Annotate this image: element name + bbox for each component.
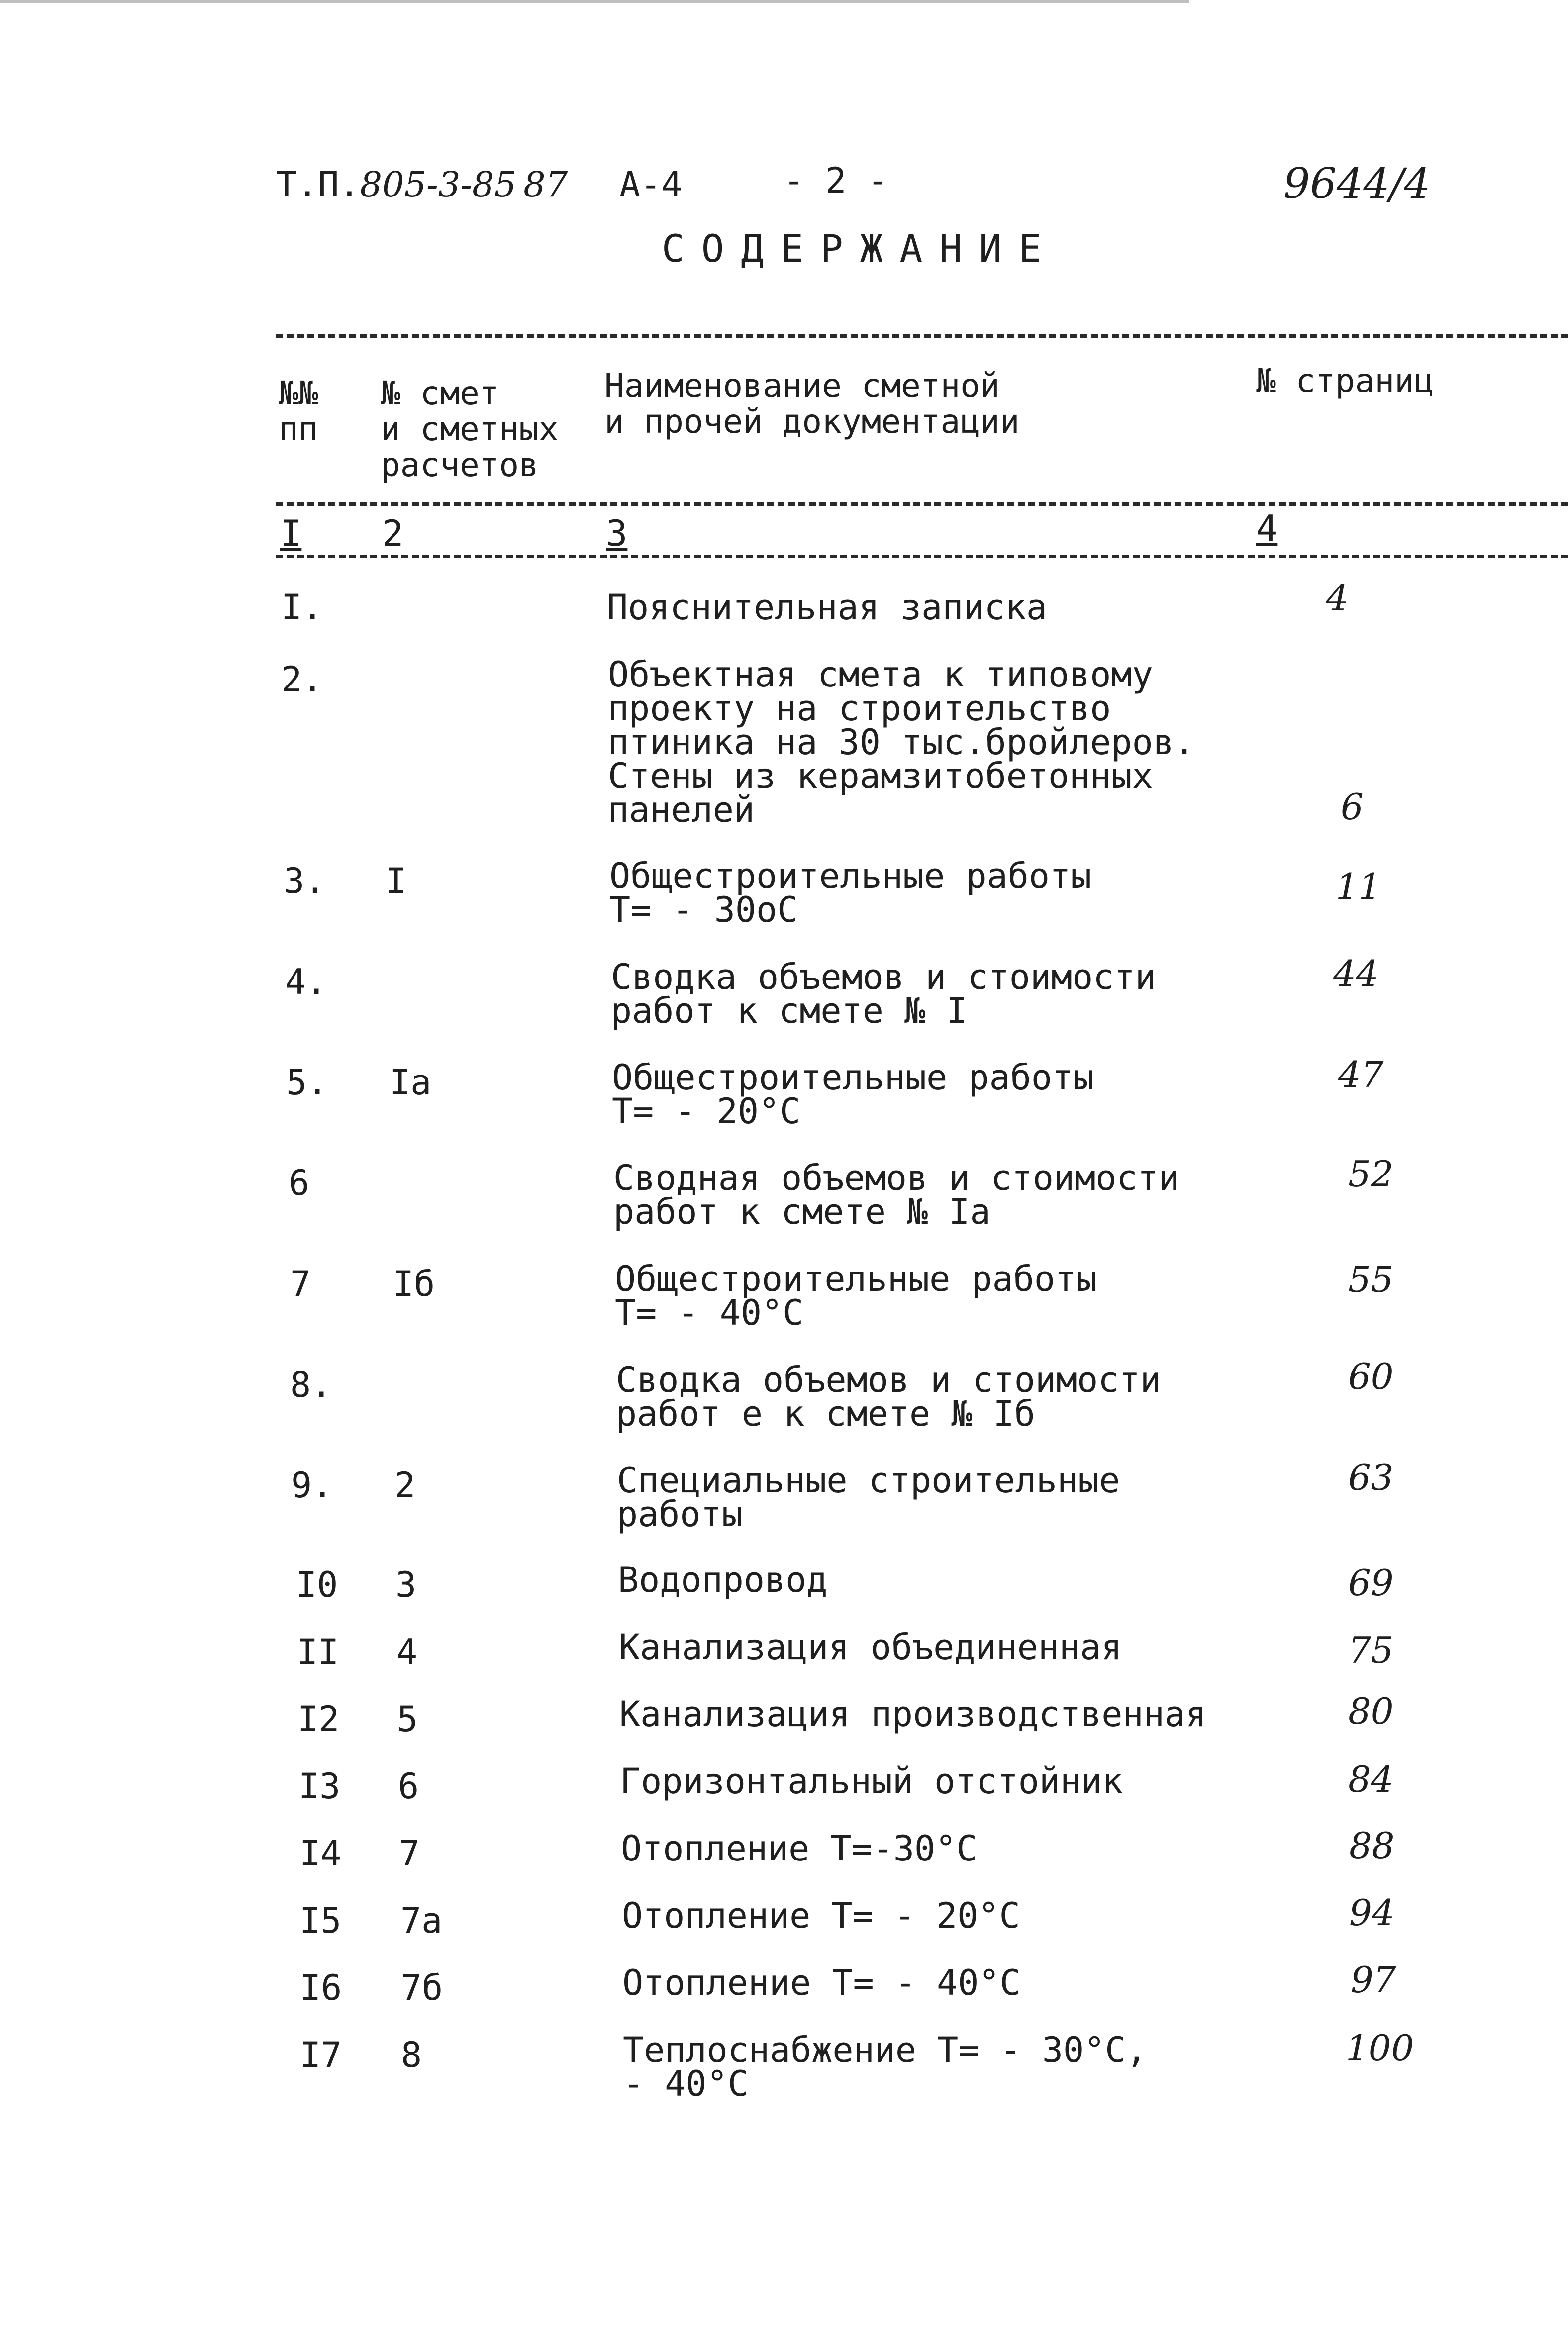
- row-title-line: Общестроительные работы: [615, 1259, 1097, 1299]
- row-number: I7: [300, 2035, 342, 2075]
- row-title: Канализация производственная: [619, 1694, 1207, 1735]
- row-page: 69: [1348, 1562, 1394, 1604]
- doc-code-prefix: Т.П.: [276, 164, 360, 205]
- row-estimate: I: [386, 861, 407, 901]
- row-page: 4: [1326, 577, 1349, 619]
- row-number: 3.: [284, 861, 326, 901]
- col-number-2: 2: [382, 512, 404, 554]
- row-estimate: 6: [398, 1766, 419, 1807]
- row-estimate: 3: [395, 1565, 417, 1605]
- row-estimate: 4: [396, 1632, 418, 1672]
- row-number: I2: [297, 1699, 340, 1740]
- row-number: 2.: [281, 659, 323, 700]
- row-page: 80: [1348, 1690, 1394, 1732]
- row-estimate: 7: [399, 1833, 420, 1874]
- page-number: - 2 -: [784, 160, 888, 201]
- row-title-line: Общестроительные работы: [612, 1057, 1094, 1098]
- archive-stamp: 9644/4: [1283, 159, 1431, 208]
- col-number-1: I: [280, 512, 302, 554]
- row-estimate: 2: [394, 1465, 416, 1506]
- col-number-4: 4: [1256, 507, 1278, 549]
- col-header-name: Наименование сметной и прочей документации: [604, 367, 1020, 441]
- row-number: I4: [299, 1833, 342, 1874]
- header-bottom-rule: [276, 502, 1568, 506]
- col-header-number: №№ пп: [279, 374, 318, 448]
- row-page: 60: [1348, 1356, 1394, 1397]
- row-page: 94: [1349, 1892, 1395, 1934]
- col-header-page: № страниц: [1256, 362, 1434, 400]
- row-number: I0: [296, 1565, 338, 1605]
- row-title-line: панелей: [608, 789, 755, 830]
- row-estimate: 7а: [400, 1900, 443, 1941]
- row-title-line: работ е к смете № Iб: [616, 1393, 1035, 1434]
- row-title-line: Специальные строительные: [617, 1460, 1120, 1501]
- row-title-line: проекту на строительство: [608, 688, 1111, 729]
- row-page: 100: [1346, 2027, 1414, 2069]
- row-title-line: Сводка объемов и стоимости: [616, 1360, 1161, 1400]
- row-title-line: - 40°С: [623, 2063, 749, 2104]
- row-number: 7: [290, 1264, 311, 1304]
- row-estimate: 7б: [401, 1967, 443, 2008]
- row-page: 6: [1341, 786, 1364, 828]
- column-number-rule: [276, 555, 1568, 558]
- row-number: 5.: [286, 1062, 328, 1103]
- row-page: 63: [1348, 1457, 1394, 1498]
- row-title-line: работы: [617, 1494, 743, 1535]
- table-top-rule: [276, 334, 1568, 338]
- row-title-line: Объектная смета к типовому: [608, 654, 1153, 695]
- row-title-line: Стены из керамзитобетонных: [608, 756, 1153, 796]
- row-number: 6: [289, 1163, 310, 1203]
- row-title-line: Сводная объемов и стоимости: [613, 1158, 1179, 1198]
- row-title-line: Т= - 30оС: [609, 889, 798, 930]
- col-number-3: 3: [606, 512, 628, 554]
- doc-code-number: 805-3-85: [360, 164, 517, 205]
- row-page: 44: [1333, 953, 1379, 994]
- row-title: Отопление Т= - 20°С: [622, 1895, 1020, 1936]
- row-title-line: Т= - 40°С: [615, 1292, 804, 1333]
- row-number: I3: [298, 1766, 341, 1807]
- row-title-line: Сводка объемов и стоимости: [611, 957, 1156, 997]
- scan-edge-line: [0, 0, 1189, 3]
- row-number: 9.: [291, 1465, 333, 1506]
- row-title: Водопровод: [618, 1560, 828, 1600]
- row-estimate: 5: [397, 1699, 418, 1740]
- row-page: 97: [1351, 1959, 1396, 2001]
- row-title: Пояснительная записка: [607, 587, 1048, 628]
- row-page: 11: [1336, 866, 1381, 907]
- row-title: Отопление Т= - 40°С: [622, 1962, 1021, 2003]
- row-title-line: птиника на 30 тыс.бройлеров.: [608, 722, 1195, 763]
- row-page: 88: [1349, 1825, 1395, 1866]
- col-header-estimate: № смет и сметных расчетов: [381, 374, 559, 484]
- row-page: 55: [1348, 1259, 1394, 1300]
- row-page: 75: [1348, 1629, 1394, 1671]
- row-title-line: работ к смете № Iа: [613, 1191, 991, 1232]
- row-number: I.: [281, 587, 323, 628]
- row-title-line: Т= - 20°С: [612, 1091, 801, 1132]
- row-number: II: [297, 1632, 339, 1672]
- row-estimate: Iб: [393, 1264, 435, 1304]
- row-title-line: Общестроительные работы: [609, 856, 1092, 896]
- row-title-line: Теплоснабжение Т= - 30°С,: [623, 2030, 1147, 2070]
- row-estimate: Iа: [390, 1062, 432, 1103]
- row-number: I6: [300, 1967, 342, 2008]
- row-number: I5: [299, 1900, 342, 1941]
- row-title: Отопление Т=-30°С: [621, 1828, 978, 1869]
- document-code: [276, 164, 568, 205]
- row-page: 52: [1348, 1153, 1394, 1195]
- row-estimate: 8: [401, 2035, 422, 2075]
- row-page: 47: [1338, 1054, 1384, 1095]
- page-title: СОДЕРЖАНИЕ: [662, 226, 1059, 271]
- doc-code-tail: 87: [523, 164, 568, 205]
- album-label: А-4: [619, 164, 683, 205]
- row-page: 84: [1348, 1759, 1394, 1800]
- row-title: Канализация объединенная: [619, 1627, 1122, 1667]
- row-number: 4.: [285, 962, 327, 1002]
- row-number: 8.: [290, 1365, 332, 1405]
- row-title-line: работ к смете № I: [611, 990, 968, 1031]
- row-title: Горизонтальный отстойник: [620, 1761, 1123, 1802]
